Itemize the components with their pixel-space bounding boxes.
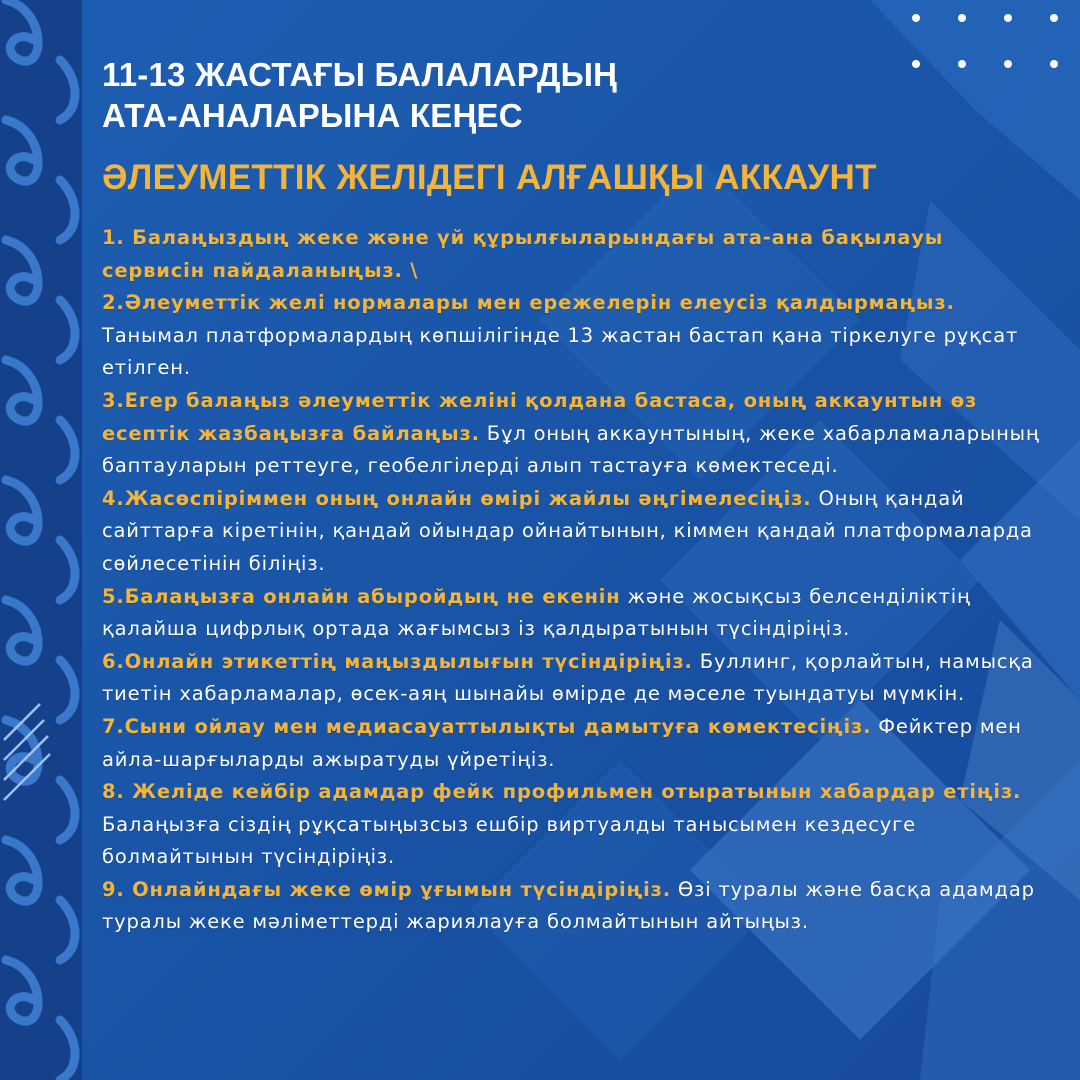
- tip-heading: 6.Онлайн этикеттің маңыздылығын түсіндіріңіз.: [102, 649, 693, 673]
- tip-item: [102, 646, 1042, 711]
- tip-item: [102, 581, 1042, 646]
- tip-heading: 8. Желіде кейбір адамдар фейк профильмен отыратынын хабардар етіңіз.: [102, 780, 1022, 804]
- tip-heading: 1. Балаңыздың жеке және үй құрылғыларындағы ата-ана бақылауы сервисін пайдаланыңыз. \: [102, 226, 944, 282]
- kazakh-ornament-icon: [0, 0, 82, 1080]
- main-content: [102, 54, 1042, 939]
- tip-heading: 2.Әлеуметтік желі нормалары мен ережелерін елеусіз қалдырмаңыз.: [102, 291, 955, 315]
- tip-heading: 4.Жасөспіріммен оның онлайн өмірі жайлы әңгімелесіңіз.: [102, 486, 812, 510]
- dot-icon: [1050, 60, 1058, 68]
- tip-item: [102, 385, 1042, 483]
- tip-heading: 3.Егер балаңыз әлеуметтік желіні қолдана бастаса, оның аккаунтын өз есептік жазбаңызға байлаңыз.: [102, 388, 978, 445]
- tip-text: Бұл оның аккаунтының, жеке хабарламаларының баптауларын реттеуге, геобелгілерді алып тастауға көмектеседі.: [102, 421, 1040, 478]
- dot-icon: [912, 14, 920, 22]
- tip-text: Балаңызға сіздің рұқсатыңызсыз ешбір виртуалды танысымен кездесуге болмайтынын түсіндіріңіз.: [102, 812, 916, 869]
- tip-text: Танымал платформалардың көпшілігінде 13 жастан бастап қана тіркелуге рұқсат етілген.: [102, 323, 1019, 380]
- tip-item: [102, 287, 1042, 385]
- tip-item: [102, 776, 1042, 874]
- tip-item: [102, 483, 1042, 581]
- title-line-1: 11-13 ЖАСТАҒЫ БАЛАЛАРДЫҢ: [102, 56, 618, 93]
- dot-icon: [958, 14, 966, 22]
- tip-text: Буллинг, қорлайтын, намысқа тиетін хабарламалар, өсек-аяң шынайы өмірде де мәселе туындатуы мүмкін.: [102, 649, 1034, 706]
- tip-item: [102, 711, 1042, 776]
- tip-heading: 9. Онлайндағы жеке өмір ұғымын түсіндіріңіз.: [102, 877, 671, 901]
- tip-text: Оның қандай сайттарға кіретінін, қандай ойындар ойнайтынын, кіммен қандай платформаларда сөйлесетінін біліңіз.: [102, 486, 1033, 575]
- subtitle: ӘЛЕУМЕТТІК ЖЕЛІДЕГІ АЛҒАШҚЫ АККАУНТ: [102, 158, 877, 197]
- tip-heading: 5.Балаңызға онлайн абыройдың не екенін: [102, 584, 621, 608]
- tip-item: [102, 874, 1042, 939]
- title-line-2: АТА-АНАЛАРЫНА КЕҢЕС: [102, 97, 523, 134]
- dot-icon: [1004, 14, 1012, 22]
- left-ornament-strip: [0, 0, 82, 1080]
- tip-heading: 7.Сыни ойлау мен медиасауаттылықты дамытуға көмектесіңіз.: [102, 714, 872, 738]
- tips-list: [102, 222, 1042, 939]
- tip-text: Өзі туралы және басқа адамдар туралы жеке мәліметтерді жариялауға болмайтынын айтыңыз.: [102, 877, 1035, 934]
- dot-icon: [1050, 14, 1058, 22]
- diagonal-lines-decoration: [0, 700, 60, 820]
- tip-text: Фейктер мен айла-шарғыларды ажыратуды үйретіңіз.: [102, 714, 1022, 771]
- tip-item: [102, 222, 1042, 287]
- tip-text: және жосықсыз белсенділіктің қалайша цифрлық ортада жағымсыз із қалдыратынын түсіндіріңіз.: [102, 584, 971, 641]
